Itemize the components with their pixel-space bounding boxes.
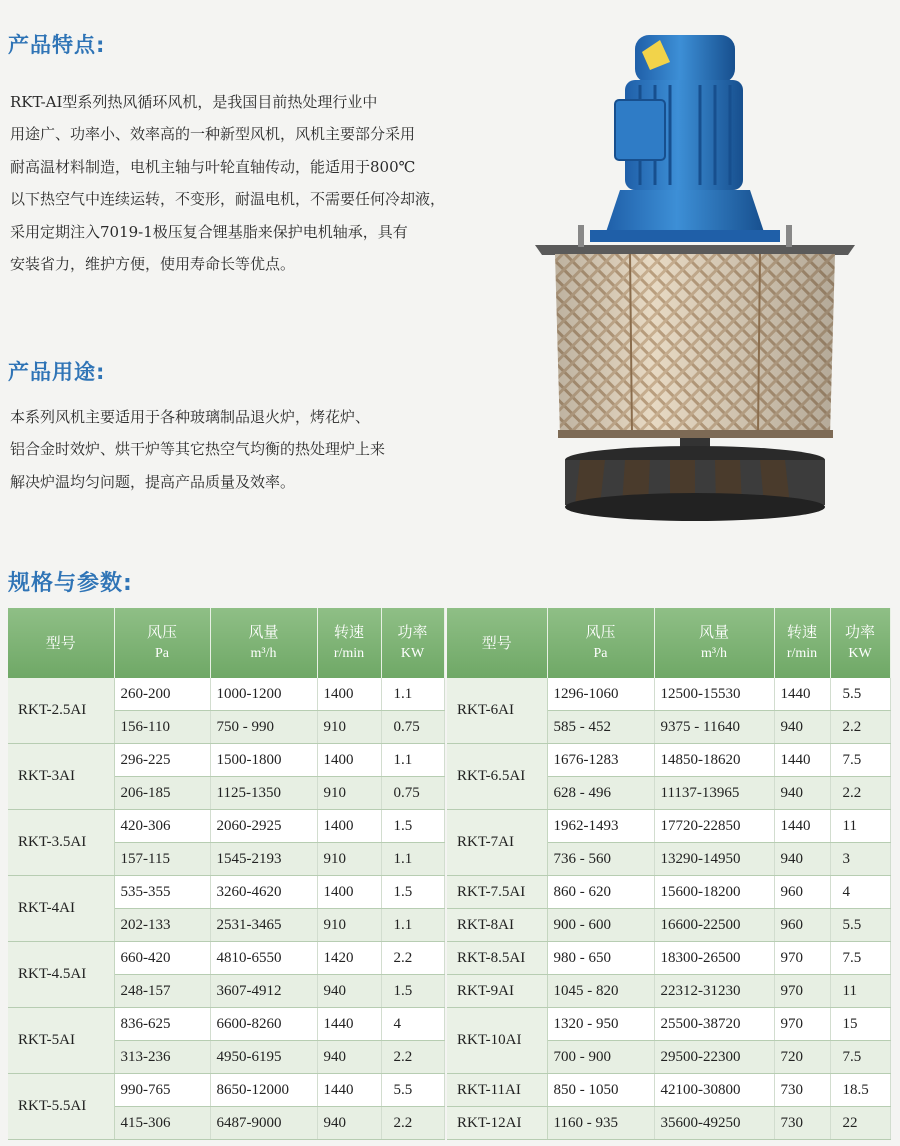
speed-cell: 940 (317, 975, 381, 1008)
col-flow: 风量 m³/h (654, 608, 774, 678)
power-cell: 1.1 (381, 909, 444, 942)
pressure-cell: 415-306 (114, 1107, 210, 1140)
flow-cell: 12500-15530 (654, 678, 774, 711)
table-header-row (447, 608, 890, 678)
speed-cell: 970 (774, 1008, 830, 1041)
features-line: 耐高温材料制造，电机主轴与叶轮直轴传动，能适用于800℃ (10, 157, 416, 176)
table-row (8, 1074, 444, 1107)
usage-line: 解决炉温均匀问题，提高产品质量及效率。 (10, 472, 296, 491)
flow-cell: 3607-4912 (210, 975, 317, 1008)
flow-cell: 4810-6550 (210, 942, 317, 975)
power-cell: 5.5 (381, 1074, 444, 1107)
table-row (8, 942, 444, 975)
power-cell: 2.2 (830, 777, 890, 810)
flow-cell: 4950-6195 (210, 1041, 317, 1074)
flow-cell: 750 - 990 (210, 711, 317, 744)
pressure-cell: 1962-1493 (547, 810, 654, 843)
speed-cell: 940 (317, 1041, 381, 1074)
speed-cell: 960 (774, 876, 830, 909)
power-cell: 5.5 (830, 909, 890, 942)
power-cell: 1.1 (381, 678, 444, 711)
table-row (447, 810, 890, 843)
pressure-cell: 700 - 900 (547, 1041, 654, 1074)
power-cell: 15 (830, 1008, 890, 1041)
speed-cell: 910 (317, 711, 381, 744)
table-row (447, 678, 890, 711)
power-cell: 1.1 (381, 843, 444, 876)
power-cell: 18.5 (830, 1074, 890, 1107)
power-cell: 0.75 (381, 711, 444, 744)
speed-cell: 1400 (317, 744, 381, 777)
table-row (447, 909, 890, 942)
model-cell: RKT-4.5AI (8, 942, 114, 1008)
specs-heading: 规格与参数: (8, 571, 133, 596)
power-cell: 0.75 (381, 777, 444, 810)
flow-cell: 18300-26500 (654, 942, 774, 975)
table-row (447, 876, 890, 909)
pressure-cell: 156-110 (114, 711, 210, 744)
usage-line: 铝合金时效炉、烘干炉等其它热空气均衡的热处理炉上来 (10, 440, 386, 459)
pressure-cell: 202-133 (114, 909, 210, 942)
features-line: 安装省力，维护方便，使用寿命长等优点。 (10, 255, 296, 274)
pressure-cell: 157-115 (114, 843, 210, 876)
table-row (447, 942, 890, 975)
col-pressure: 风压 Pa (114, 608, 210, 678)
speed-cell: 940 (317, 1107, 381, 1140)
flow-cell: 14850-18620 (654, 744, 774, 777)
product-image (530, 30, 860, 530)
features-line: 用途广、功率小、效率高的一种新型风机，风机主要部分采用 (10, 125, 416, 144)
flow-cell: 1000-1200 (210, 678, 317, 711)
speed-cell: 940 (774, 843, 830, 876)
flow-cell: 9375 - 11640 (654, 711, 774, 744)
pressure-cell: 1296-1060 (547, 678, 654, 711)
table-row (447, 975, 890, 1008)
usage-line: 本系列风机主要适用于各种玻璃制品退火炉，烤花炉、 (10, 408, 371, 426)
speed-cell: 1440 (774, 678, 830, 711)
table-row (8, 744, 444, 777)
pressure-cell: 296-225 (114, 744, 210, 777)
pressure-cell: 980 - 650 (547, 942, 654, 975)
table-row (447, 1107, 890, 1140)
power-cell: 7.5 (830, 1041, 890, 1074)
flow-cell: 1500-1800 (210, 744, 317, 777)
table-row (8, 876, 444, 909)
speed-cell: 1440 (774, 810, 830, 843)
power-cell: 2.2 (381, 1041, 444, 1074)
hot-air-fan-icon (530, 30, 860, 530)
speed-cell: 940 (774, 777, 830, 810)
model-cell: RKT-3.5AI (8, 810, 114, 876)
spec-table-right (447, 608, 891, 1140)
table-row (447, 744, 890, 777)
speed-cell: 970 (774, 942, 830, 975)
model-cell: RKT-8AI (447, 909, 547, 942)
flow-cell: 1125-1350 (210, 777, 317, 810)
table-header-row (8, 608, 444, 678)
col-power: 功率 KW (830, 608, 890, 678)
features-line: 采用定期注入7019-1极压复合锂基脂来保护电机轴承，具有 (10, 222, 408, 241)
speed-cell: 910 (317, 843, 381, 876)
pressure-cell: 990-765 (114, 1074, 210, 1107)
speed-cell: 940 (774, 711, 830, 744)
speed-cell: 910 (317, 777, 381, 810)
power-cell: 2.2 (381, 942, 444, 975)
pressure-cell: 260-200 (114, 678, 210, 711)
flow-cell: 16600-22500 (654, 909, 774, 942)
speed-cell: 910 (317, 909, 381, 942)
speed-cell: 1440 (317, 1008, 381, 1041)
spec-table-left (8, 608, 445, 1140)
power-cell: 4 (381, 1008, 444, 1041)
pressure-cell: 1676-1283 (547, 744, 654, 777)
flow-cell: 17720-22850 (654, 810, 774, 843)
model-cell: RKT-7AI (447, 810, 547, 876)
col-pressure: 风压 Pa (547, 608, 654, 678)
usage-paragraph (10, 401, 520, 498)
speed-cell: 730 (774, 1074, 830, 1107)
col-flow: 风量 m³/h (210, 608, 317, 678)
speed-cell: 730 (774, 1107, 830, 1140)
pressure-cell: 1045 - 820 (547, 975, 654, 1008)
model-cell: RKT-10AI (447, 1008, 547, 1074)
pressure-cell: 420-306 (114, 810, 210, 843)
pressure-cell: 860 - 620 (547, 876, 654, 909)
flow-cell: 8650-12000 (210, 1074, 317, 1107)
model-cell: RKT-7.5AI (447, 876, 547, 909)
flow-cell: 6487-9000 (210, 1107, 317, 1140)
pressure-cell: 836-625 (114, 1008, 210, 1041)
pressure-cell: 850 - 1050 (547, 1074, 654, 1107)
speed-cell: 960 (774, 909, 830, 942)
model-cell: RKT-2.5AI (8, 678, 114, 744)
table-row (8, 1008, 444, 1041)
features-heading: 产品特点: (8, 33, 106, 57)
power-cell: 4 (830, 876, 890, 909)
pressure-cell: 660-420 (114, 942, 210, 975)
flow-cell: 6600-8260 (210, 1008, 317, 1041)
flow-cell: 15600-18200 (654, 876, 774, 909)
power-cell: 1.5 (381, 975, 444, 1008)
power-cell: 7.5 (830, 744, 890, 777)
features-line: RKT-AI型系列热风循环风机，是我国目前热处理行业中 (10, 93, 378, 111)
flow-cell: 22312-31230 (654, 975, 774, 1008)
speed-cell: 1440 (317, 1074, 381, 1107)
flow-cell: 42100-30800 (654, 1074, 774, 1107)
pressure-cell: 736 - 560 (547, 843, 654, 876)
pressure-cell: 628 - 496 (547, 777, 654, 810)
speed-cell: 1400 (317, 810, 381, 843)
power-cell: 11 (830, 810, 890, 843)
flow-cell: 2531-3465 (210, 909, 317, 942)
power-cell: 1.5 (381, 810, 444, 843)
table-row (8, 678, 444, 711)
speed-cell: 970 (774, 975, 830, 1008)
flow-cell: 13290-14950 (654, 843, 774, 876)
pressure-cell: 900 - 600 (547, 909, 654, 942)
model-cell: RKT-4AI (8, 876, 114, 942)
col-power: 功率 KW (381, 608, 444, 678)
pressure-cell: 1160 - 935 (547, 1107, 654, 1140)
flow-cell: 29500-22300 (654, 1041, 774, 1074)
speed-cell: 1420 (317, 942, 381, 975)
model-cell: RKT-11AI (447, 1074, 547, 1107)
flow-cell: 1545-2193 (210, 843, 317, 876)
model-cell: RKT-5AI (8, 1008, 114, 1074)
model-cell: RKT-6AI (447, 678, 547, 744)
pressure-cell: 1320 - 950 (547, 1008, 654, 1041)
power-cell: 3 (830, 843, 890, 876)
model-cell: RKT-5.5AI (8, 1074, 114, 1140)
model-cell: RKT-6.5AI (447, 744, 547, 810)
model-cell: RKT-12AI (447, 1107, 547, 1140)
model-cell: RKT-3AI (8, 744, 114, 810)
power-cell: 2.2 (381, 1107, 444, 1140)
table-row (447, 1074, 890, 1107)
flow-cell: 3260-4620 (210, 876, 317, 909)
pressure-cell: 535-355 (114, 876, 210, 909)
flow-cell: 11137-13965 (654, 777, 774, 810)
features-line: 以下热空气中连续运转，不变形，耐温电机，不需要任何冷却液， (10, 190, 446, 209)
speed-cell: 1440 (774, 744, 830, 777)
power-cell: 7.5 (830, 942, 890, 975)
pressure-cell: 248-157 (114, 975, 210, 1008)
pressure-cell: 206-185 (114, 777, 210, 810)
model-cell: RKT-9AI (447, 975, 547, 1008)
pressure-cell: 585 - 452 (547, 711, 654, 744)
speed-cell: 720 (774, 1041, 830, 1074)
pressure-cell: 313-236 (114, 1041, 210, 1074)
col-model: 型号 (8, 608, 114, 678)
power-cell: 1.5 (381, 876, 444, 909)
model-cell: RKT-8.5AI (447, 942, 547, 975)
speed-cell: 1400 (317, 876, 381, 909)
usage-heading: 产品用途: (8, 360, 106, 384)
col-speed: 转速 r/min (774, 608, 830, 678)
table-row (447, 1008, 890, 1041)
power-cell: 2.2 (830, 711, 890, 744)
flow-cell: 35600-49250 (654, 1107, 774, 1140)
power-cell: 5.5 (830, 678, 890, 711)
col-model: 型号 (447, 608, 547, 678)
features-paragraph (10, 86, 520, 280)
power-cell: 22 (830, 1107, 890, 1140)
flow-cell: 2060-2925 (210, 810, 317, 843)
col-speed: 转速 r/min (317, 608, 381, 678)
power-cell: 11 (830, 975, 890, 1008)
flow-cell: 25500-38720 (654, 1008, 774, 1041)
speed-cell: 1400 (317, 678, 381, 711)
power-cell: 1.1 (381, 744, 444, 777)
table-row (8, 810, 444, 843)
